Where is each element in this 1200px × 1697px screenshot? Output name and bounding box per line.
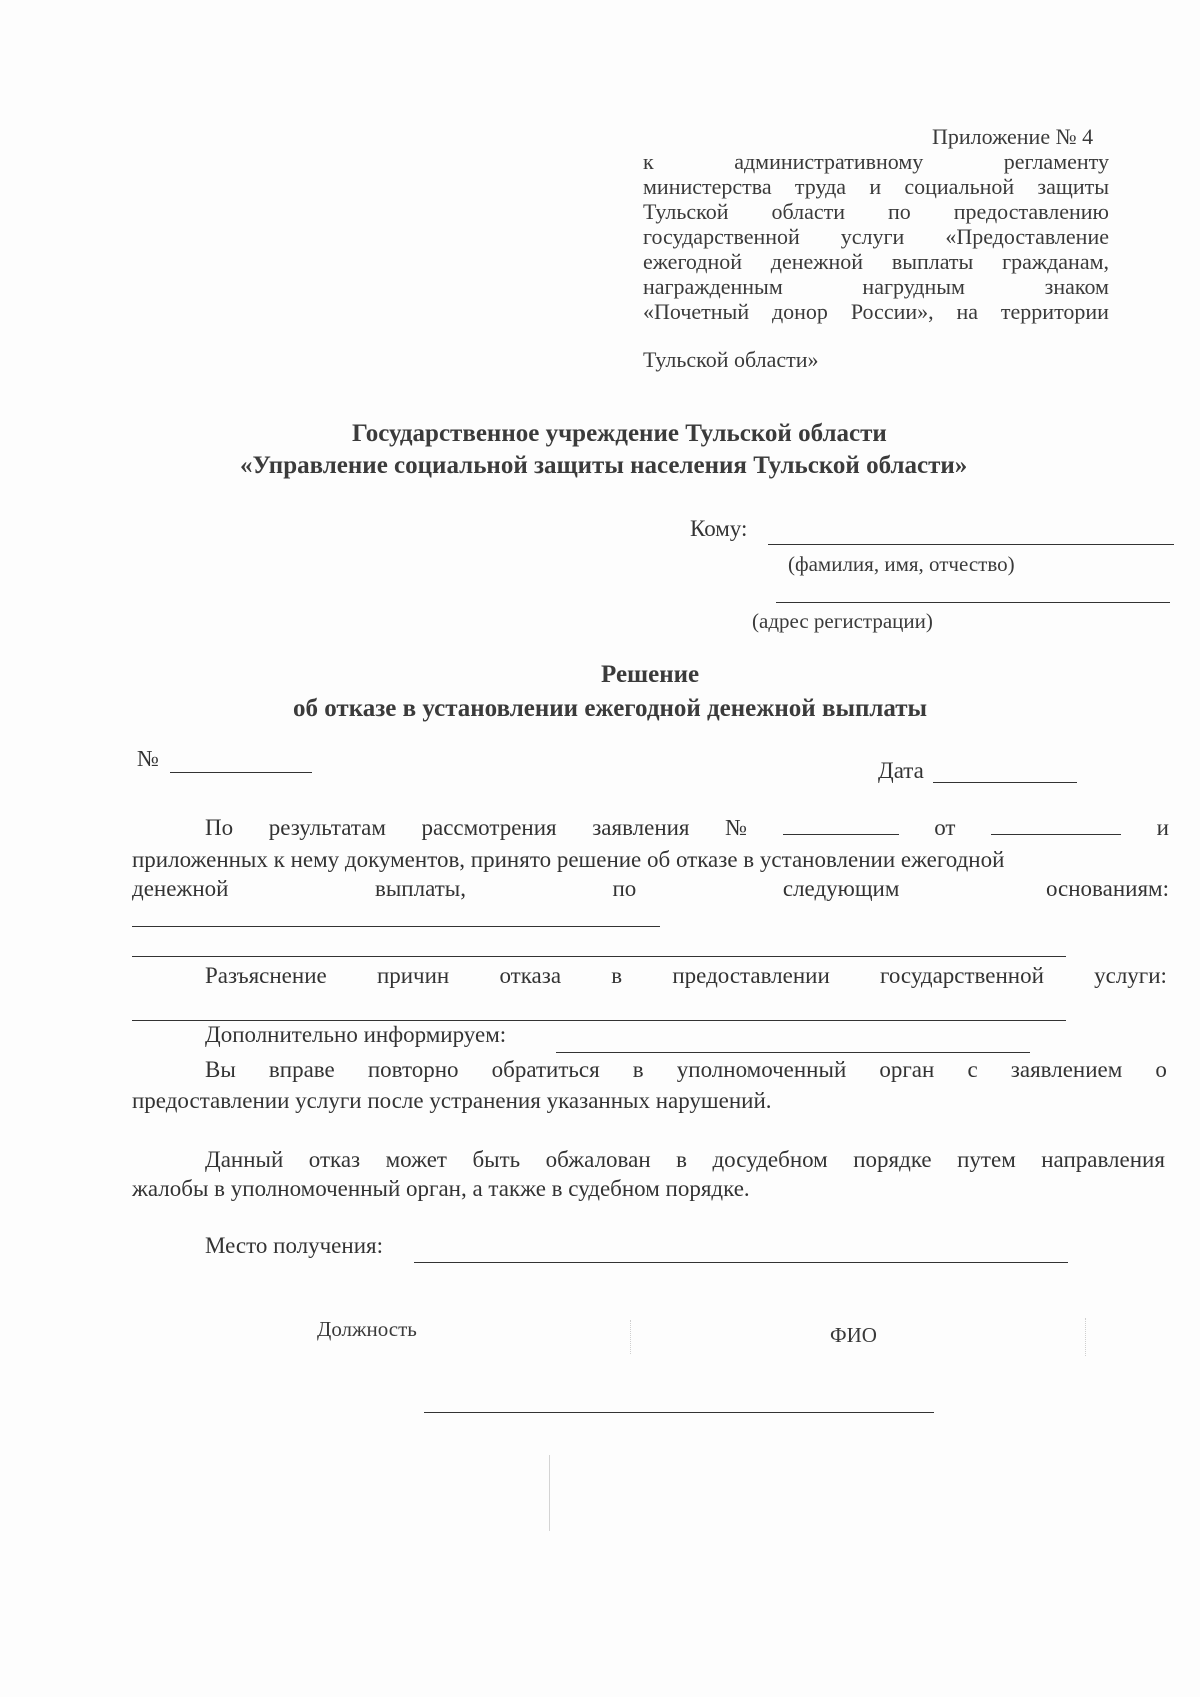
institution-line-1: Государственное учреждение Тульской области — [352, 420, 887, 447]
fio-label: ФИО — [830, 1323, 877, 1347]
p1-word: денежной — [132, 876, 229, 901]
application-number-line[interactable] — [783, 834, 899, 835]
decision-title: Решение — [601, 661, 700, 688]
annex-line — [643, 199, 1109, 224]
annex-word: ежегодной — [643, 249, 743, 274]
p4-word: досудебном — [712, 1147, 828, 1172]
p1-and: и — [1156, 815, 1169, 840]
annex-word: на — [956, 299, 979, 324]
p3-line-2: предоставлении услуги после устранения указанных нарушений. — [132, 1088, 772, 1113]
p2-word: услуги: — [1094, 963, 1167, 988]
p1-word: № — [725, 815, 748, 840]
annex-line — [643, 249, 1109, 274]
date-label: Дата — [878, 758, 924, 783]
annex-word: к — [643, 149, 654, 174]
annex-word: государственной — [643, 224, 800, 249]
annex-word: административному — [734, 149, 924, 174]
annex-word: донор — [771, 299, 828, 324]
p4-word: может — [385, 1147, 447, 1172]
p4-word: обжалован — [545, 1147, 651, 1172]
p3-word: заявлением — [1010, 1057, 1123, 1082]
p1-line-2-text: приложенных к нему документов, принято решение об отказе в установлении ежегодной — [132, 847, 1005, 872]
p1-line-3 — [132, 876, 1169, 902]
additional-label: Дополнительно информируем: — [205, 1022, 507, 1047]
p4-word: быть — [472, 1147, 521, 1172]
p1-word: по — [612, 876, 637, 901]
p3-word: повторно — [367, 1057, 459, 1082]
scan-mark — [630, 1320, 631, 1354]
p1-line-1 — [205, 815, 1169, 841]
p1-word: По — [205, 815, 234, 840]
institution-line-2: «Управление социальной защиты населения Тульской области» — [240, 452, 968, 479]
grounds-line-2[interactable] — [132, 956, 1066, 957]
scan-mark — [549, 1455, 550, 1531]
p1-word: заявления — [592, 815, 690, 840]
p2-word: Разъяснение — [205, 963, 327, 988]
p1-word: рассмотрения — [421, 815, 557, 840]
date-line[interactable] — [933, 782, 1077, 783]
application-date-line[interactable] — [991, 834, 1121, 835]
place-line[interactable] — [414, 1262, 1068, 1263]
annex-word: территории — [1000, 299, 1109, 324]
annex-word: «Почетный — [643, 299, 750, 324]
annex-line — [643, 149, 1109, 174]
annex-word: социальной — [904, 174, 1015, 199]
p2-line-1 — [205, 963, 1167, 989]
annex-word: денежной — [770, 249, 864, 274]
annex-word: области — [771, 199, 846, 224]
p4-word: направления — [1041, 1147, 1165, 1172]
p3-word: в — [632, 1057, 644, 1082]
annex-word: России», — [850, 299, 934, 324]
p3-word: о — [1155, 1057, 1167, 1082]
p4-word: путем — [957, 1147, 1016, 1172]
number-line[interactable] — [170, 772, 312, 773]
annex-word: нагрудным — [862, 274, 965, 299]
p4-word: отказ — [308, 1147, 361, 1172]
p3-word: Вы — [205, 1057, 236, 1082]
signature-line[interactable] — [424, 1412, 934, 1413]
p1-from: от — [934, 815, 956, 840]
annex-word: регламенту — [1003, 149, 1109, 174]
annex-word: гражданам, — [1002, 249, 1109, 274]
annex-word: труда — [794, 174, 847, 199]
p4-word: порядке — [853, 1147, 932, 1172]
p1-word: выплаты, — [374, 876, 466, 901]
p2-word: отказа — [499, 963, 562, 988]
p4-word: Данный — [205, 1147, 284, 1172]
p1-word: результатам — [268, 815, 386, 840]
recipient-address-line[interactable] — [776, 602, 1170, 603]
annex-line — [643, 274, 1109, 299]
p2-word: предоставлении — [672, 963, 830, 988]
annex-word: знаком — [1044, 274, 1109, 299]
annex-word: Тульской — [643, 199, 729, 224]
annex-last-line: Тульской области» — [643, 347, 819, 372]
p3-word: с — [967, 1057, 978, 1082]
recipient-name-line[interactable] — [768, 544, 1174, 545]
p3-word: обратиться — [491, 1057, 600, 1082]
annex-word: выплаты — [891, 249, 974, 274]
p1-word: основаниям: — [1045, 876, 1169, 901]
name-caption: (фамилия, имя, отчество) — [788, 552, 1015, 576]
explanation-line[interactable] — [132, 1020, 1066, 1021]
p1-word: следующим — [782, 876, 900, 901]
number-label: № — [137, 746, 159, 771]
p4-line-2: жалобы в уполномоченный орган, а также в судебном порядке. — [132, 1176, 750, 1201]
p2-word: в — [611, 963, 623, 988]
annex-word: защиты — [1037, 174, 1109, 199]
annex-word: предоставлению — [953, 199, 1109, 224]
annex-line — [643, 174, 1109, 199]
p2-word: государственной — [879, 963, 1044, 988]
annex-word: министерства — [643, 174, 772, 199]
place-label: Место получения: — [205, 1233, 383, 1258]
annex-line — [643, 299, 1109, 324]
scan-mark — [1085, 1318, 1086, 1356]
annex-word: награжденным — [643, 274, 783, 299]
p3-word: вправе — [268, 1057, 335, 1082]
annex-word: услуги — [840, 224, 905, 249]
p3-word: орган — [879, 1057, 935, 1082]
annex-word: по — [887, 199, 911, 224]
additional-line[interactable] — [556, 1052, 1030, 1053]
grounds-line-1[interactable] — [132, 926, 660, 927]
p4-line-1 — [205, 1147, 1165, 1173]
p3-line-1 — [205, 1057, 1167, 1083]
p3-word: уполномоченный — [676, 1057, 847, 1082]
p2-word: причин — [376, 963, 450, 988]
decision-subtitle: об отказе в установлении ежегодной денежной выплаты — [293, 695, 928, 722]
annex-word: и — [869, 174, 882, 199]
p4-word: в — [676, 1147, 687, 1172]
annex-line — [643, 224, 1109, 249]
annex-title: Приложение № 4 — [932, 124, 1094, 149]
position-label: Должность — [317, 1317, 417, 1341]
annex-word: «Предоставление — [945, 224, 1109, 249]
to-label: Кому: — [690, 516, 748, 541]
p1-line-2 — [132, 847, 1169, 873]
address-caption: (адрес регистрации) — [752, 609, 933, 633]
